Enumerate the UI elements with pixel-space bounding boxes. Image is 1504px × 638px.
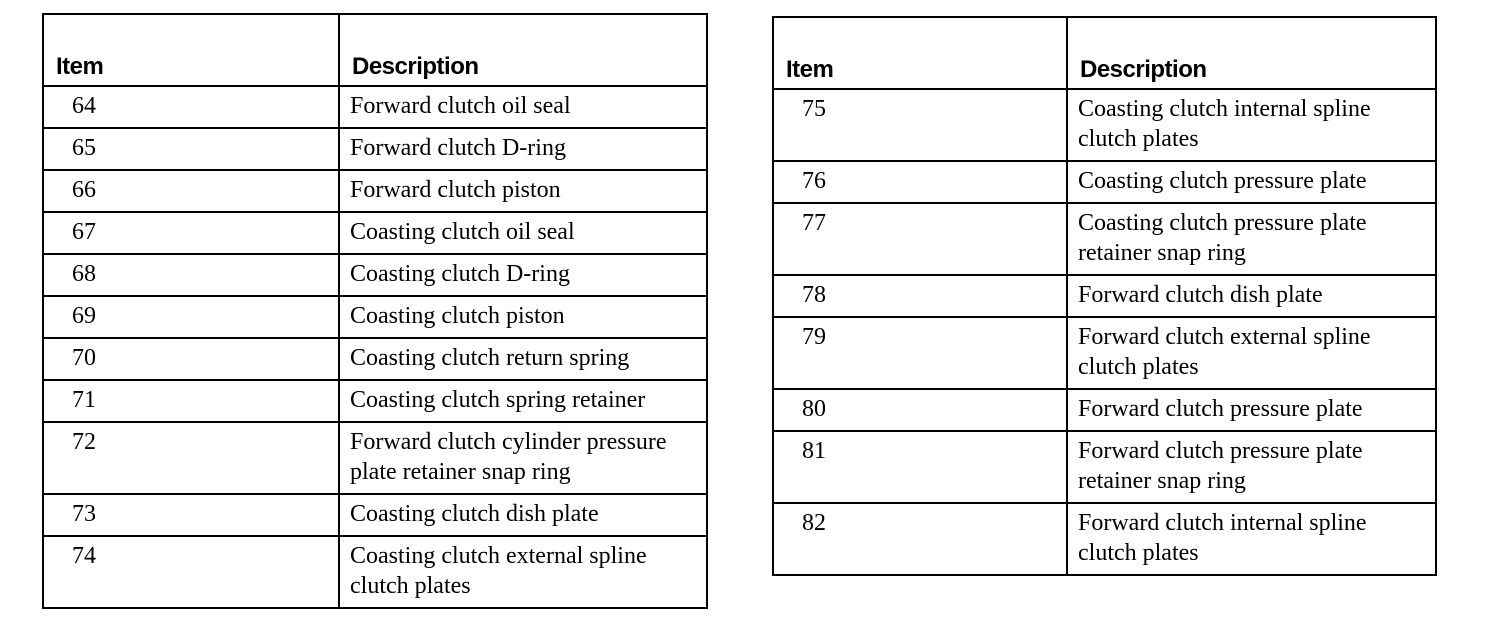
table-row	[43, 422, 707, 494]
table-row	[773, 275, 1436, 317]
item-description: Coasting clutch oil seal	[339, 212, 707, 254]
item-number: 68	[43, 254, 339, 296]
table-row	[773, 203, 1436, 275]
table-row	[773, 161, 1436, 203]
table-row	[773, 89, 1436, 161]
item-number: 72	[43, 422, 339, 494]
item-description: Coasting clutch pressure plate	[1067, 161, 1436, 203]
item-description: Forward clutch D-ring	[339, 128, 707, 170]
item-number: 80	[773, 389, 1067, 431]
item-number: 74	[43, 536, 339, 608]
table-row	[773, 317, 1436, 389]
item-description: Forward clutch external spline clutch plates	[1067, 317, 1436, 389]
table-row	[43, 380, 707, 422]
item-column-header: Item	[773, 17, 1067, 89]
item-number: 77	[773, 203, 1067, 275]
parts-table-right	[772, 16, 1437, 576]
table-row	[773, 431, 1436, 503]
item-number: 66	[43, 170, 339, 212]
table-row	[43, 296, 707, 338]
item-number: 64	[43, 86, 339, 128]
item-number: 73	[43, 494, 339, 536]
item-number: 78	[773, 275, 1067, 317]
table-row	[43, 494, 707, 536]
item-number: 71	[43, 380, 339, 422]
item-description: Forward clutch piston	[339, 170, 707, 212]
item-description: Coasting clutch spring retainer	[339, 380, 707, 422]
item-description: Forward clutch pressure plate retainer snap ring	[1067, 431, 1436, 503]
item-number: 81	[773, 431, 1067, 503]
item-number: 69	[43, 296, 339, 338]
table-row	[773, 389, 1436, 431]
table-row	[43, 536, 707, 608]
table-row	[43, 212, 707, 254]
item-number: 76	[773, 161, 1067, 203]
item-number: 70	[43, 338, 339, 380]
item-column-header: Item	[43, 14, 339, 86]
item-description: Forward clutch pressure plate	[1067, 389, 1436, 431]
item-description: Forward clutch dish plate	[1067, 275, 1436, 317]
item-description: Forward clutch internal spline clutch plates	[1067, 503, 1436, 575]
table-row	[43, 128, 707, 170]
item-description: Coasting clutch D-ring	[339, 254, 707, 296]
item-description: Coasting clutch piston	[339, 296, 707, 338]
item-description: Forward clutch cylinder pressure plate retainer snap ring	[339, 422, 707, 494]
description-column-header: Description	[339, 14, 707, 86]
item-description: Coasting clutch dish plate	[339, 494, 707, 536]
table-row	[43, 170, 707, 212]
item-number: 75	[773, 89, 1067, 161]
item-description: Coasting clutch internal spline clutch plates	[1067, 89, 1436, 161]
item-description: Coasting clutch pressure plate retainer snap ring	[1067, 203, 1436, 275]
header-row	[43, 14, 707, 86]
table-row	[43, 86, 707, 128]
table-row	[43, 338, 707, 380]
description-column-header: Description	[1067, 17, 1436, 89]
item-number: 79	[773, 317, 1067, 389]
item-description: Coasting clutch external spline clutch plates	[339, 536, 707, 608]
header-row	[773, 17, 1436, 89]
item-description: Coasting clutch return spring	[339, 338, 707, 380]
table-row	[773, 503, 1436, 575]
item-number: 67	[43, 212, 339, 254]
item-description: Forward clutch oil seal	[339, 86, 707, 128]
item-number: 65	[43, 128, 339, 170]
item-number: 82	[773, 503, 1067, 575]
parts-table-left	[42, 13, 708, 609]
table-row	[43, 254, 707, 296]
